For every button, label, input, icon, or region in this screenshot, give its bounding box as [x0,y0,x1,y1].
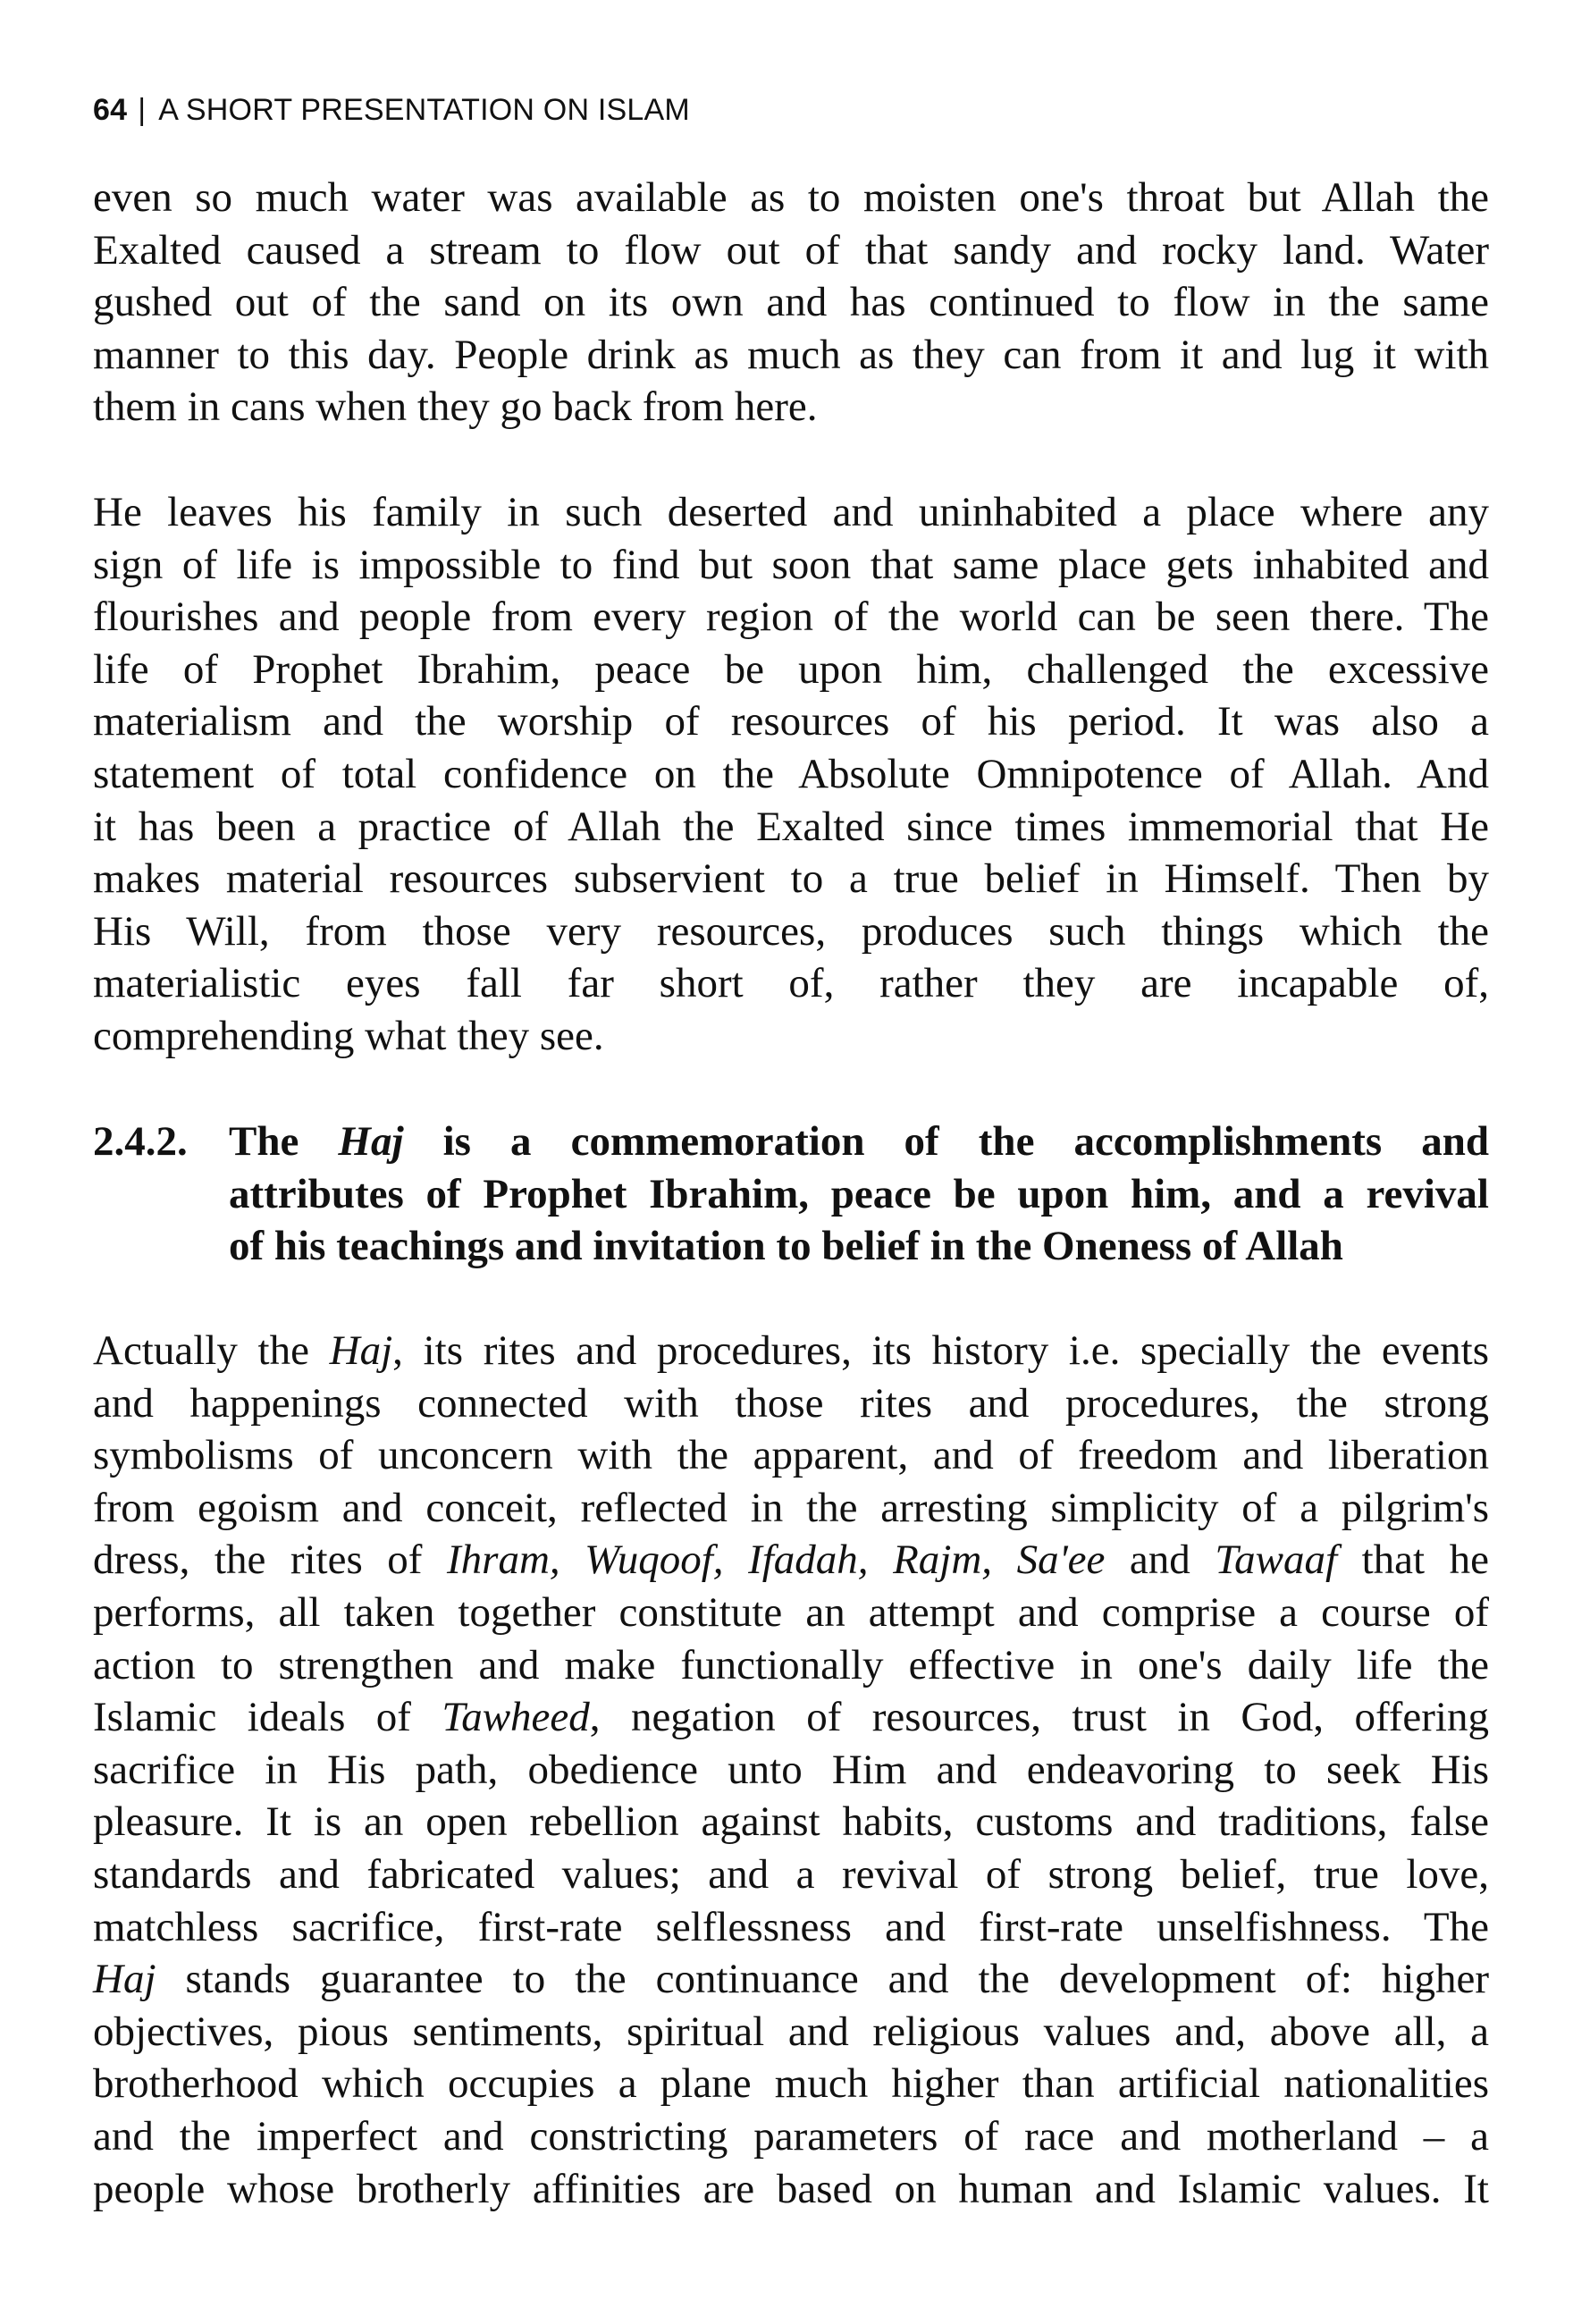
heading-italic-term: Haj [338,1118,404,1165]
heading-text: The [229,1118,339,1165]
book-title: A SHORT PRESENTATION ON ISLAM [158,93,690,127]
text-run: Actually the [93,1327,330,1374]
text-line: makes material resources subservient to a true belief in Himself. Then by [93,855,1489,903]
text-run: and [1105,1537,1216,1584]
text-line [93,1534,1489,1587]
text-line: objectives, pious sentiments, spiritual and religious values and, above all, a [93,2008,1489,2055]
italic-term: Tawaaf [1215,1537,1338,1584]
italic-term: Haj [93,1956,156,2003]
text-line: standards and fabricated values; and a revival of strong belief, true love, [93,1850,1489,1898]
paragraph-3 [93,1325,1489,2215]
text-line: materialism and the worship of resources of his period. It was also a [93,698,1489,745]
text-line: from egoism and conceit, reflected in the arresting simplicity of a pilgrim's [93,1484,1489,1531]
text-line: action to strengthen and make functionally effective in one's daily life the [93,1641,1489,1688]
text-run: , negation of resources, trust in God, offering [589,1694,1489,1741]
text-line: symbolisms of unconcern with the apparent, and of freedom and liberation [93,1432,1489,1479]
text-line: manner to this day. People drink as much as they can from it and lug it with [93,331,1489,378]
heading-line: of his teachings and invitation to belief in the Oneness of Allah [229,1223,1343,1270]
text-line: and the imperfect and constricting parameters of race and motherland – a [93,2112,1489,2160]
text-line [93,1691,1489,1744]
italic-term: Haj [329,1327,393,1374]
text-line: He leaves his family in such deserted and uninhabited a place where any [93,489,1489,535]
text-line [93,1953,1489,2006]
text-line: Exalted caused a stream to flow out of that sandy and rocky land. Water [93,226,1489,274]
page-number: 64 [93,93,128,127]
text-run: that he [1337,1537,1489,1584]
text-line [93,1325,1489,1377]
text-line: people whose brotherly affinities are based on human and Islamic values. It [93,2165,1489,2212]
text-line: brotherhood which occupies a plane much higher than artificial nationalities [93,2060,1489,2108]
text-line: comprehending what they see. [93,1012,604,1059]
heading-line: attributes of Prophet Ibrahim, peace be upon him, and a revival [229,1170,1489,1217]
text-run: , its rites and procedures, its history i.e. specially the events [392,1327,1489,1374]
text-line: life of Prophet Ibrahim, peace be upon him, challenged the excessive [93,645,1489,693]
text-line: them in cans when they go back from here. [93,383,818,431]
section-heading [93,1116,1489,1273]
text-line: performs, all taken together constitute an attempt and comprise a course of [93,1588,1489,1636]
text-line: matchless sacrifice, first-rate selflessness and first-rate unselfishness. The [93,1903,1489,1950]
heading-text: is a commemoration of the accomplishments and [403,1118,1489,1165]
text-line: statement of total confidence on the Absolute Omnipotence of Allah. And [93,750,1489,797]
text-line: materialistic eyes fall far short of, rather they are incapable of, [93,960,1489,1007]
text-line: it has been a practice of Allah the Exalted since times immemorial that He [93,803,1489,850]
running-header [93,93,690,128]
italic-term: Ihram, Wuqoof, Ifadah, Rajm, Sa'ee [447,1537,1106,1584]
heading-line [229,1116,1489,1168]
text-line: flourishes and people from every region of the world can be seen there. The [93,594,1489,641]
paragraph-2 [93,486,1489,1063]
header-separator: | [138,93,147,127]
italic-term: Tawheed [442,1694,590,1741]
text-run: Islamic ideals of [93,1694,442,1741]
section-title [229,1116,1489,1273]
text-line: sign of life is impossible to find but soon that same place gets inhabited and [93,541,1489,588]
text-line: His Will, from those very resources, produces such things which the [93,907,1489,955]
text-line: sacrifice in His path, obedience unto Him and endeavoring to seek His [93,1746,1489,1793]
text-run: stands guarantee to the continuance and the development of: higher [156,1956,1489,2003]
text-line: even so much water was available as to moisten one's throat but Allah the [93,174,1489,221]
text-line: and happenings connected with those rites and procedures, the strong [93,1379,1489,1427]
text-line: pleasure. It is an open rebellion against habits, customs and traditions, false [93,1798,1489,1846]
text-line: gushed out of the sand on its own and has continued to flow in the same [93,279,1489,326]
section-number: 2.4.2. [93,1118,188,1165]
paragraph-1 [93,172,1489,434]
text-run: dress, the rites of [93,1537,447,1584]
